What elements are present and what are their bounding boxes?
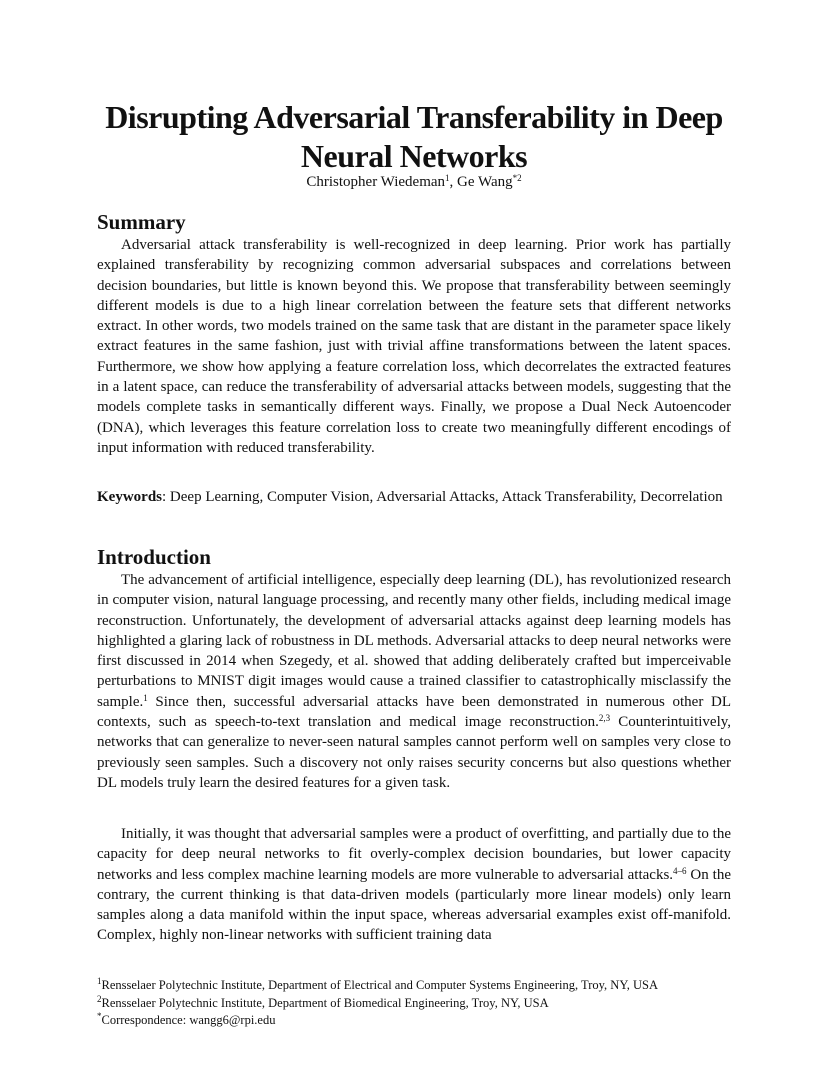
- keywords-section: [97, 487, 731, 508]
- summary-paragraph: Adversarial attack transferability is well-recognized in deep learning. Prior work has partially explained transferability by recognizing common adversarial subspaces and correlations between decision boundaries, but little is known beyond this. We propose that transferability between seemingly different models is due to a high linear correlation between the feature sets that different networks extract. In other words, two models trained on the same task that are distant in the parameter space likely extract features in the same fashion, just with trivial affine transformations between the latent spaces. Furthermore, we show how applying a feature correlation loss, which decorrelates the extracted features in a latent space, can reduce the transferability of adversarial attacks between models, suggesting that the models complete tasks in semantically different ways. Finally, we propose a Dual Neck Autoencoder (DNA), which leverages this feature correlation loss to create two meaningfully different encodings of input information with reduced transferability.: [97, 237, 731, 456]
- footnote-mark: 2: [97, 993, 102, 1004]
- summary-heading: Summary: [97, 210, 186, 234]
- footnote-mark: 1: [97, 976, 102, 986]
- intro-paragraph-1: [97, 570, 731, 793]
- footnote-text: Rensselaer Polytechnic Institute, Department of Biomedical Engineering, Troy, NY, USA: [101, 995, 549, 1010]
- footnote-mark: *: [97, 1011, 102, 1021]
- author-line: [60, 171, 768, 193]
- introduction-section: [97, 544, 731, 793]
- intro-p1-text: Counterintuitively, networks that can generalize to never-seen natural samples cannot perform well on samples very close to previously seen samples. Such a discovery not only raises security concerns but also questions whether DL models truly learn the desired features for a given task.: [97, 714, 732, 791]
- footnote-text: Rensselaer Polytechnic Institute, Department of Electrical and Computer Systems Engineering, Troy, NY, USA: [101, 978, 659, 992]
- intro-p1-text: Since then, successful adversarial attacks have been demonstrated in numerous other DL contexts, such as speech-to-text translation and medical image reconstruction.: [97, 693, 731, 731]
- summary-section: [97, 209, 731, 458]
- footnote: [97, 1012, 757, 1030]
- author-separator: ,: [449, 174, 458, 190]
- intro-p2-text: Initially, it was thought that adversarial samples were a product of overfitting, and partially due to the capacity for deep neural networks to fit overly-complex decision boundaries, but lower capacity networks and less complex machine learning models are more vulnerable to adversarial attacks.: [97, 826, 731, 883]
- footnote: [97, 977, 757, 995]
- footnotes: [97, 977, 757, 1030]
- citation-ref: 2,3: [598, 713, 611, 724]
- citation-ref: 1: [143, 692, 148, 703]
- keywords-label: Keywords: [97, 489, 162, 505]
- affiliation-mark: 1: [445, 173, 450, 183]
- author-name: Christopher Wiedeman: [306, 174, 446, 190]
- citation-ref: 4–6: [673, 865, 687, 876]
- intro-paragraph-2: [97, 824, 731, 946]
- paper-title: Disrupting Adversarial Transferability in Deep Neural Networks: [105, 99, 723, 174]
- affiliation-mark: *2: [512, 173, 522, 183]
- intro-p1-text: The advancement of artificial intelligence, especially deep learning (DL), has revolutionized research in computer vision, natural language processing, and recently many other fields, including medical image reconstruction. Unfortunately, the development of adversarial attacks against deep learning models has highlighted a glaring lack of robustness in DL methods. Adversarial attacks to deep neural networks were first discussed in 2014 when Szegedy, et al. showed that adding deliberately crafted but imperceivable perturbations to MNIST digit images would cause a trained classifier to catastrophically misclassify the sample.: [97, 572, 731, 710]
- keywords-line: [97, 487, 731, 508]
- intro-paragraph-2-block: [97, 824, 731, 946]
- correspondence-text: Correspondence: wangg6@rpi.edu: [101, 1013, 276, 1027]
- author-name: Ge Wang: [457, 174, 513, 190]
- keywords-text: : Deep Learning, Computer Vision, Adversarial Attacks, Attack Transferability, Decorrelation: [162, 489, 723, 505]
- intro-p2-text: On the contrary, the current thinking is that data-driven models (particularly more linear models) only learn samples along a data manifold within the input space, whereas adversarial examples exist off-manifold. Complex, highly non-linear networks with sufficient training data: [97, 866, 731, 944]
- introduction-heading: Introduction: [97, 545, 211, 569]
- footnote: [97, 995, 757, 1013]
